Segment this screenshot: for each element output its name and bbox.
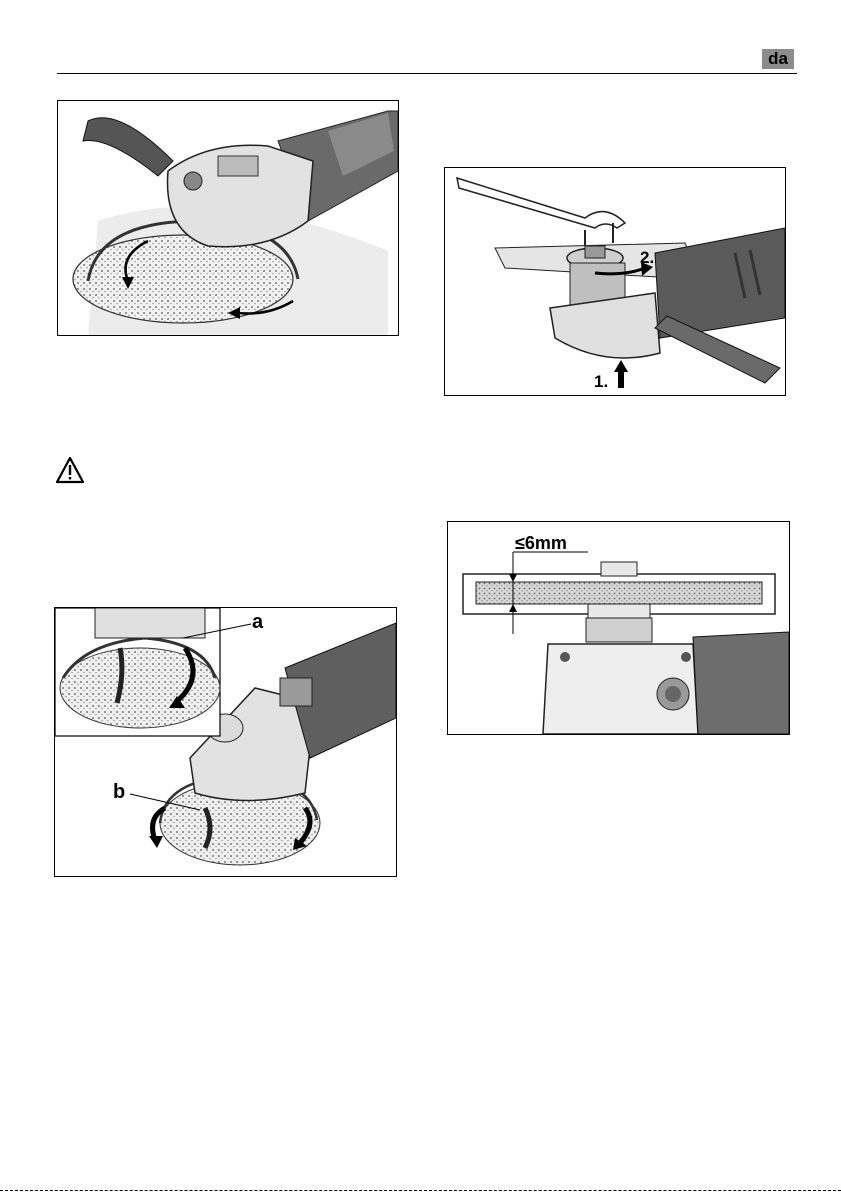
figure-grinder-guard-rotation xyxy=(57,100,399,336)
figure-disc-thickness xyxy=(447,521,790,735)
figure-guard-lever-adjustment xyxy=(54,607,397,877)
disc-cross-section xyxy=(448,522,789,734)
header-rule xyxy=(57,73,797,74)
grinder-illustration-1 xyxy=(58,101,398,335)
grinder-illustration-2 xyxy=(445,168,785,395)
language-tag: da xyxy=(762,49,794,69)
label-a: a xyxy=(252,611,264,633)
page-bottom-rule xyxy=(0,1190,841,1191)
grinder-illustration-3 xyxy=(55,608,396,876)
step-2-label: 2. xyxy=(640,248,655,267)
warning-triangle-icon xyxy=(55,456,85,484)
step-1-label: 1. xyxy=(594,372,609,391)
label-b: b xyxy=(113,781,126,803)
thickness-dimension: ≤6mm xyxy=(515,533,567,553)
figure-flange-nut-spanner xyxy=(444,167,786,396)
